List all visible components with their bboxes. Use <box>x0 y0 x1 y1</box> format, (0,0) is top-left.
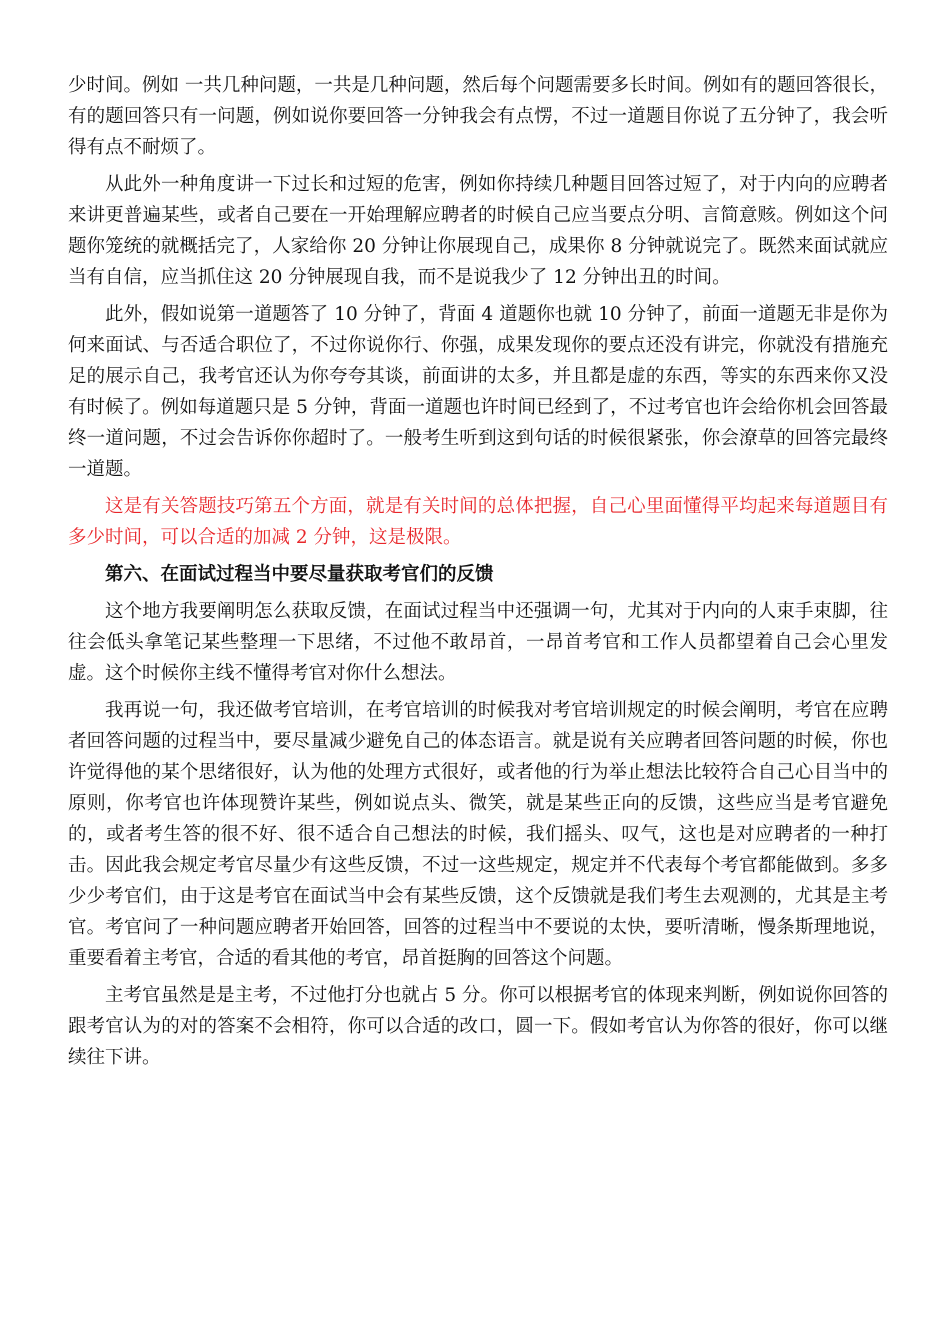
document-page <box>68 70 888 1079</box>
paragraph-summary-highlight: 这是有关答题技巧第五个方面，就是有关时间的总体把握，自己心里面懂得平均起来每道题目有多少时间，可以合适的加减 2 分钟，这是极限。 <box>68 496 888 548</box>
paragraph-length-risks: 从此外一种角度讲一下过长和过短的危害，例如你持续几种题目回答过短了，对于内向的应聘者来讲更普遍某些，或者自己要在一开始理解应聘者的时候自己应当要点分明、言简意赅。例如这个问题你笼统的就概括完了，人家给你 20 分钟让你展现自己，成果你 8 分钟就说完了。既然来面试就应当有自信，应当抓住这 20 分钟展现自我，而不是说我少了 12 分钟出丑的时间。 <box>68 174 888 288</box>
paragraph-get-feedback: 这个地方我要阐明怎么获取反馈，在面试过程当中还强调一句，尤其对于内向的人束手束脚，往往会低头拿笔记某些整理一下思绪，不过他不敢昂首，一昂首考官和工作人员都望着自己会心里发虚。这个时候你主线不懂得考官对你什么想法。 <box>68 601 888 684</box>
paragraph-continued: 少时间。例如 一共几种问题，一共是几种问题，然后每个问题需要多长时间。例如有的题回答很长，有的题回答只有一问题，例如说你要回答一分钟我会有点愣，不过一道题目你说了五分钟了，我会听得有点不耐烦了。 <box>68 75 888 158</box>
paragraph-chief-examiner: 主考官虽然是是主考，不过他打分也就占 5 分。你可以根据考官的体现来判断，例如说你回答的跟考官认为的对的答案不会相符，你可以合适的改口，圆一下。假如考官认为你答的很好，你可以继续往下讲。 <box>68 985 888 1068</box>
section-heading-six: 第六、在面试过程当中要尽量获取考官们的反馈 <box>105 564 494 585</box>
paragraph-examiner-training: 我再说一句，我还做考官培训，在考官培训的时候我对考官培训规定的时候会阐明，考官在应聘者回答问题的过程当中，要尽量减少避免自己的体态语言。就是说有关应聘者回答问题的时候，你也许觉得他的某个思绪很好，认为他的处理方式很好，或者他的行为举止想法比较符合自己心目当中的原则，你考官也许体现赞许某些，例如说点头、微笑，就是某些正向的反馈，这些应当是考官避免的，或者考生答的很不好、很不适合自己想法的时候，我们摇头、叹气，这也是对应聘者的一种打击。因此我会规定考官尽量少有这些反馈，不过一这些规定，规定并不代表每个考官都能做到。多多少少考官们，由于这是考官在面试当中会有某些反馈，这个反馈就是我们考生去观测的，尤其是主考官。考官问了一种问题应聘者开始回答，回答的过程当中不要说的太快，要听清晰，慢条斯理地说，重要看着主考官，合适的看其他的考官，昂首挺胸的回答这个问题。 <box>68 700 888 969</box>
paragraph-time-allocation: 此外，假如说第一道题答了 10 分钟了，背面 4 道题你也就 10 分钟了，前面一道题无非是你为何来面试、与否适合职位了，不过你说你行、你强，成果发现你的要点还没有讲完，你就没有措施充足的展示自己，我考官还认为你夸夸其谈，前面讲的太多，并且都是虚的东西，等实的东西来你又没有时候了。例如每道题只是 5 分钟，背面一道题也许时间已经到了，不过考官也许会给你机会回答最终一道问题，不过会告诉你你超时了。一般考生听到这到句话的时候很紧张，你会潦草的回答完最终一道题。 <box>68 304 888 480</box>
